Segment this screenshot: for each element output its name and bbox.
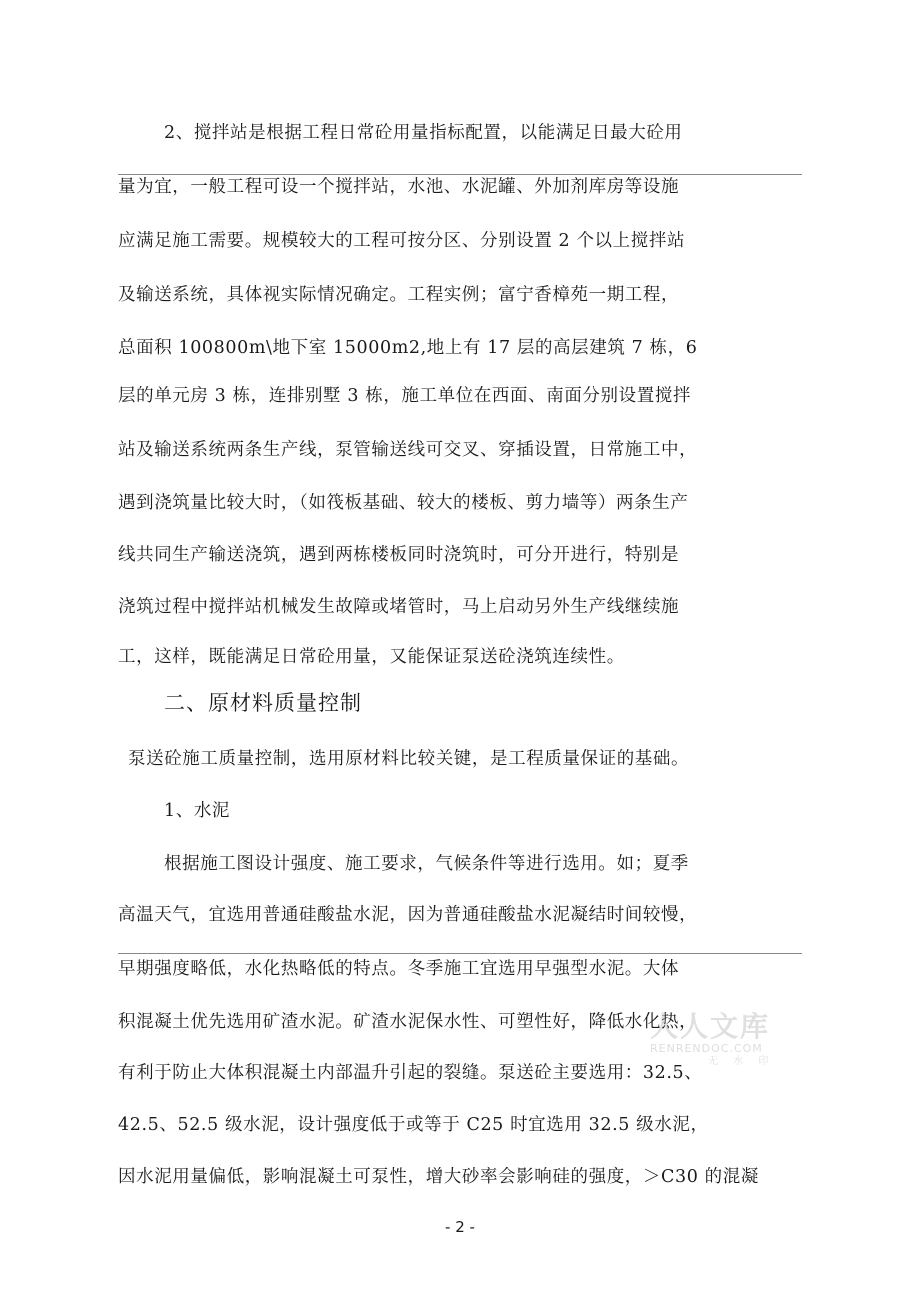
text-line: 有利于防止大体积混凝土内部温升引起的裂缝。泵送砼主要选用：32.5、 — [118, 1063, 703, 1083]
text-line: 总面积 100800m\地下室 15000m2,地上有 17 层的高层建筑 7 栋，6 — [118, 338, 698, 358]
text-line: 站及输送系统两条生产线，泵管输送线可交叉、穿插设置，日常施工中， — [118, 440, 698, 460]
text-line: 浇筑过程中搅拌站机械发生故障或堵管时，马上启动另外生产线继续施 — [118, 597, 680, 617]
text-line: 积混凝土优先选用矿渣水泥。矿渣水泥保水性、可塑性好，降低水化热， — [118, 1012, 698, 1032]
text-line: 42.5、52.5 级水泥，设计强度低于或等于 C25 时宜选用 32.5 级水泥， — [118, 1115, 709, 1135]
watermark-tag: 无 水 印 — [708, 1056, 775, 1067]
section-heading: 二、原材料质量控制 — [164, 691, 362, 715]
text-line: 高温天气，宜选用普通硅酸盐水泥，因为普通硅酸盐水泥凝结时间较慢， — [118, 905, 698, 925]
text-line: 线共同生产输送浇筑，遇到两栋楼板同时浇筑时，可分开进行，特别是 — [118, 545, 680, 565]
watermark-logo: 人人文库 — [650, 1010, 771, 1043]
text-line: 泵送砼施工质量控制，选用原材料比较关键，是工程质量保证的基础。 — [128, 749, 690, 769]
watermark — [650, 1012, 780, 1069]
divider-line — [118, 953, 802, 954]
text-line: 因水泥用量偏低，影响混凝土可泵性，增大砂率会影响硅的强度，＞C30 的混凝 — [118, 1167, 759, 1187]
text-line: 量为宜，一般工程可设一个搅拌站，水池、水泥罐、外加剂库房等设施 — [118, 177, 680, 197]
page-number: - 2 - — [445, 1218, 475, 1236]
subsection-heading: 1、水泥 — [164, 801, 231, 821]
text-line: 及输送系统，具体视实际情况确定。工程实例；富宁香樟苑一期工程， — [118, 285, 680, 305]
text-line: 早期强度略低，水化热略低的特点。冬季施工宜选用早强型水泥。大体 — [118, 959, 680, 979]
text-line: 层的单元房 3 栋，连排别墅 3 栋，施工单位在西面、南面分别设置搅拌 — [118, 386, 692, 406]
watermark-site: RENRENDOC.COM — [650, 1042, 763, 1055]
text-line: 遇到浇筑量比较大时，（如筏板基础、较大的楼板、剪力墙等）两条生产 — [118, 493, 689, 513]
text-line: 2、搅拌站是根据工程日常砼用量指标配置，以能满足日最大砼用 — [164, 123, 683, 143]
text-line: 根据施工图设计强度、施工要求，气候条件等进行选用。如；夏季 — [164, 854, 689, 874]
text-line: 工，这样，既能满足日常砼用量，又能保证泵送砼浇筑连续性。 — [118, 647, 625, 667]
text-line: 应满足施工需要。规模较大的工程可按分区、分别设置 2 个以上搅拌站 — [118, 231, 686, 251]
